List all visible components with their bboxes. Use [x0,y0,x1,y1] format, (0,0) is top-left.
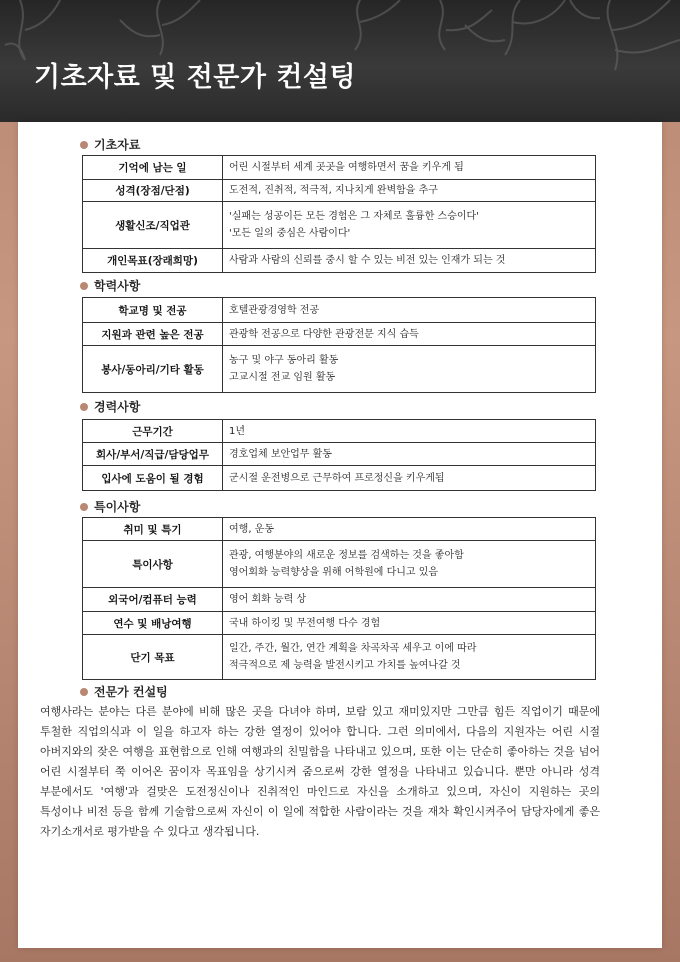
row-value: 영어 회화 능력 상 [223,588,596,612]
row-value: 여행, 운동 [223,518,596,541]
row-label: 지원과 관련 높은 전공 [83,323,223,346]
row-label: 입사에 도움이 될 경험 [83,466,223,491]
section-heading-consulting [80,683,168,700]
row-value: 관광, 여행분야의 새로운 정보를 검색하는 것을 좋아함 영어회화 능력향상을 위해 어학원에 다니고 있음 [223,541,596,588]
special-table [82,517,596,680]
row-label: 성격(장점/단점) [83,180,223,202]
education-table [82,297,596,393]
row-value: 국내 하이킹 및 무전여행 다수 경험 [223,612,596,635]
table-row [83,346,596,393]
row-label: 학교명 및 전공 [83,298,223,323]
row-value: '실패는 성공이든 모든 경험은 그 자체로 훌륭한 스승이다' '모든 일의 중심은 사람이다' [223,202,596,249]
row-label: 취미 및 특기 [83,518,223,541]
row-value: 사람과 사람의 신뢰를 중시 할 수 있는 비전 있는 인재가 되는 것 [223,249,596,273]
row-value: 호텔관광경영학 전공 [223,298,596,323]
row-value: 도전적, 진취적, 적극적, 지나치게 완벽함을 추구 [223,180,596,202]
page-title: 기초자료 및 전문가 컨설팅 [34,62,357,93]
table-row [83,156,596,180]
row-value: 일간, 주간, 월간, 연간 계획을 차곡차곡 세우고 이에 따라 적극적으로 제 능력을 발전시키고 가치를 높여나갈 것 [223,635,596,680]
row-label: 연수 및 배낭여행 [83,612,223,635]
bullet-icon [80,282,88,290]
row-label: 특이사항 [83,541,223,588]
section-heading-career [80,398,140,415]
section-title: 기초자료 [94,138,141,152]
row-label: 회사/부서/직급/담당업무 [83,443,223,466]
section-title: 학력사항 [94,279,141,293]
section-heading-basic [80,136,140,153]
section-title: 전문가 컨설팅 [94,685,168,699]
row-label: 외국어/컴퓨터 능력 [83,588,223,612]
section-heading-education [80,277,140,294]
section-title: 경력사항 [94,400,141,414]
bullet-icon [80,688,88,696]
table-row [83,518,596,541]
row-label: 개인목표(장래희망) [83,249,223,273]
section-heading-special [80,498,140,515]
row-value: 관광학 전공으로 다양한 관광전문 지식 습득 [223,323,596,346]
table-row [83,588,596,612]
row-value: 1년 [223,420,596,443]
table-row [83,466,596,491]
table-row [83,635,596,680]
bullet-icon [80,403,88,411]
basic-info-table [82,155,596,273]
row-value: 군시절 운전병으로 근무하여 프로정신을 키우게됨 [223,466,596,491]
table-row [83,323,596,346]
row-label: 기억에 남는 일 [83,156,223,180]
table-row [83,202,596,249]
row-label: 근무기간 [83,420,223,443]
bullet-icon [80,141,88,149]
table-row [83,420,596,443]
section-title: 특이사항 [94,500,141,514]
row-label: 단기 목표 [83,635,223,680]
consulting-paragraph: 여행사라는 분야는 다른 분야에 비해 많은 곳을 다녀야 하며, 보람 있고 재미있지만 그만큼 힘든 직업이기 때문에 투철한 직업의식과 이 일을 하고자 하는 강한 열정이 있어야 합니다. 그런 의미에서, 다음의 지원자는 어린 시절 아버지와의 잦은 여행을 표현함으로 인해 여행과의 친밀함을 나타내고 있으며, 또한 이는 단순히 좋아하는 것을 넘어 어린 시절부터 쭉 이어온 꿈이자 목표임을 상기시켜 줌으로써 강한 열정을 나타내고 있습니다. 뿐만 아니라 성격 부분에서도 '여행'과 걸맞은 도전정신이나 진취적인 마인드로 자신을 소개하고 있으며, 자신이 지원하는 곳의 특성이나 비전 등을 함께 기술함으로써 자신이 이 일에 적합한 사람이라는 것을 재차 확인시켜주어 담당자에게 좋은 자기소개서로 평가받을 수 있다고 생각됩니다. [40,705,600,838]
row-label: 생활신조/직업관 [83,202,223,249]
bullet-icon [80,503,88,511]
row-label: 봉사/동아리/기타 활동 [83,346,223,393]
row-value: 어린 시절부터 세계 곳곳을 여행하면서 꿈을 키우게 됨 [223,156,596,180]
table-row [83,443,596,466]
table-row [83,249,596,273]
table-row [83,541,596,588]
table-row [83,298,596,323]
table-row [83,180,596,202]
page-header [0,0,680,122]
row-value: 농구 및 야구 동아리 활동 고교시절 전교 임원 활동 [223,346,596,393]
career-table [82,419,596,491]
row-value: 경호업체 보안업무 활동 [223,443,596,466]
table-row [83,612,596,635]
